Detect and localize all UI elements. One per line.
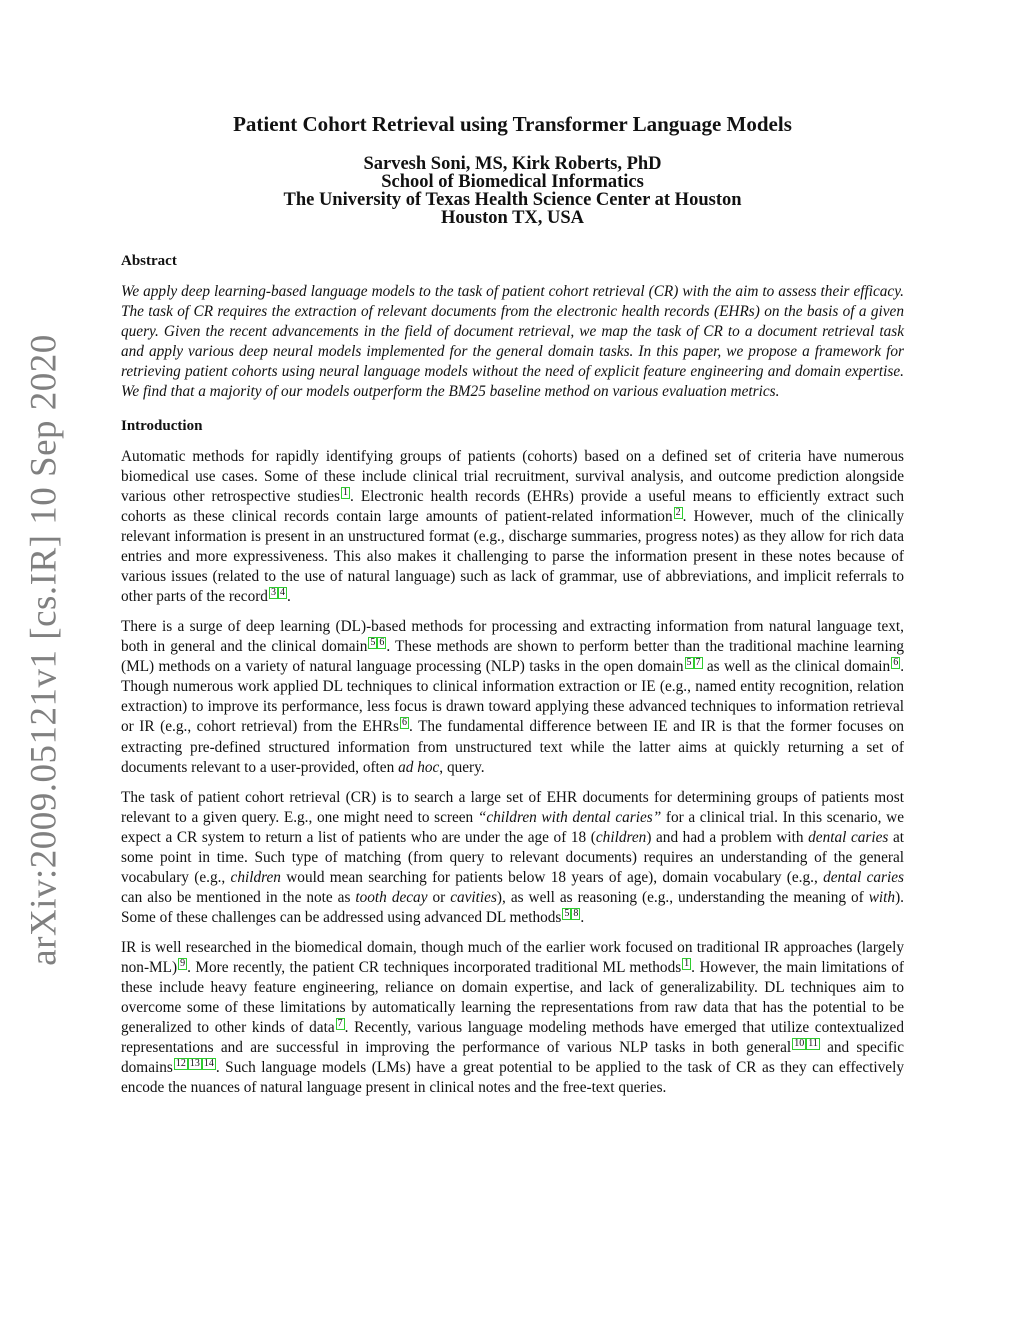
emphasis-text: tooth decay [355, 888, 428, 906]
text-run: The task of patient cohort retrieval (CR) is to search a large set of EHR documents for determining groups of patients most relevant to a given query. E.g., one might need to screen [121, 788, 904, 826]
text-run: for a clinical trial. In this scenario, we expect a CR system to return a list of patients who are under the age of 18 ( [121, 808, 904, 846]
citation-link[interactable]: 7 [695, 657, 701, 669]
citation-link[interactable]: 1 [342, 487, 348, 498]
text-run: Automatic methods for rapidly identifying groups of patients (cohorts) based on a defined set of criteria have numerous biomedical use cases. Some of these include clinical trial recruitment, survival analysis, and outcome prediction alongside various other retrospective studies [121, 448, 904, 506]
citation-link[interactable]: 9 [180, 957, 186, 969]
emphasis-text: ad hoc [398, 758, 440, 776]
author-block [121, 155, 904, 227]
text-run: . Such language models (LMs) have a great potential to be applied to the task of CR as they can effectively encode the nuances of natural language present in clinical notes and the free-text queries. [121, 1059, 904, 1097]
intro-paragraph-4 [121, 938, 904, 1098]
emphasis-text: “children with dental caries” [477, 808, 662, 826]
emphasis-text: cavities [450, 888, 497, 906]
text-run: . More recently, the patient CR techniques incorporated traditional ML methods [187, 958, 682, 976]
arxiv-sidebar [0, 0, 100, 1325]
citation-link[interactable]: 1 [684, 957, 690, 969]
intro-paragraph-1 [121, 447, 904, 607]
text-run: . The fundamental difference between IE and IR is that the former focuses on extracting pre-defined structured information from unstructured text while the latter aims at quickly returning a set of documents relevant to a user-provided, often [121, 718, 904, 776]
citation-link[interactable]: 11 [808, 1037, 818, 1049]
introduction-heading: Introduction [121, 418, 203, 434]
emphasis-text: with [868, 888, 896, 906]
text-run: . Recently, various language modeling methods have emerged that utilize contextualized representations and are successful in improving the performance of various NLP tasks in both general [121, 1018, 904, 1056]
text-run: . These methods are shown to perform better than the traditional machine learning (ML) methods on a variety of natural language processing (NLP) tasks in the open domain [121, 638, 904, 676]
text-run: can also be mentioned in the note as [121, 888, 356, 906]
text-run: or [427, 888, 451, 906]
affiliation-university: The University of Texas Health Science Center at Houston [283, 190, 742, 210]
citation-link[interactable]: 7 [337, 1017, 343, 1029]
text-run: ) and had a problem with [646, 828, 809, 846]
abstract-heading: Abstract [121, 253, 177, 269]
text-run: . However, the main limitations of these include heavy feature engineering, reliance on domain expertise, and lack of generalizability. DL techniques aim to overcome some of these limitations by automatically learning the representations from raw data that has the potential to be generalized to other kinds of data [121, 958, 904, 1036]
text-run: ), as well as reasoning (e.g., understanding the meaning of [496, 888, 869, 906]
citation-link[interactable]: 14 [203, 1057, 214, 1069]
text-run: . However, much of the clinically relevant information is present in an unstructured format (e.g., discharge summaries, progress notes) as they allow for rich data entries and more expressiveness. This also makes it challenging to parse the information present in these notes because of various issues (related to the use of natural language) such as lack of grammar, use of abbreviations, and implicit referrals to other parts of the record [121, 508, 904, 606]
emphasis-text: children [230, 868, 281, 886]
citation-link[interactable]: 8 [573, 907, 579, 919]
text-run: . Electronic health records (EHRs) provide a useful means to efficiently extract such cohorts as these clinical records contain large amounts of patient-related information [121, 488, 904, 526]
text-run: . Though numerous work applied DL techniques to clinical information extraction or IE (e.g., named entity recognition, relation extraction) to improve its performance, less focus is drawn toward applying these advanced techniques to information retrieval or IR (e.g., cohort retrieval) from the EHRs [121, 658, 905, 736]
citation-link[interactable]: 5 [686, 657, 692, 669]
affiliation-location: Houston TX, USA [440, 208, 585, 228]
text-run: ). Some of these challenges can be addressed using advanced DL methods [121, 888, 904, 926]
citation-link[interactable]: 12 [175, 1057, 186, 1069]
text-run: IR is well researched in the biomedical domain, though much of the earlier work focused on traditional IR approaches (largely non-ML) [121, 938, 904, 976]
paper-title: Patient Cohort Retrieval using Transformer Language Models [233, 112, 792, 136]
citation-link[interactable]: 5 [370, 637, 376, 649]
emphasis-text: children [595, 828, 647, 846]
abstract-text: We apply deep learning-based language models to the task of patient cohort retrieval (CR) with the aim to assess their efficacy. The task of CR requires the extraction of relevant documents from the electronic health records (EHRs) on the basis of a given query. Given the recent advancements in the field of document retrieval, we map the task of CR to a document retrieval task and apply various deep neural models implemented for the general domain tasks. In this paper, we propose a framework for retrieving patient cohorts using neural language models without the need of explicit feature engineering and domain expertise. We find that a majority of our models outperform the BM25 baseline method on various evaluation metrics. [121, 283, 904, 400]
text-run: , query. [439, 758, 485, 776]
citation-link[interactable]: 5 [564, 907, 570, 919]
text-run: and specific domains [121, 1038, 904, 1077]
affiliation-school: School of Biomedical Informatics [381, 172, 644, 192]
text-run: . [286, 588, 291, 606]
author-names: Sarvesh Soni, MS, Kirk Roberts, PhD [363, 154, 662, 174]
emphasis-text: dental caries [823, 868, 905, 886]
paper-page [121, 112, 904, 1098]
citation-link[interactable]: 13 [189, 1057, 200, 1069]
text-run: as well as the clinical domain [702, 658, 891, 676]
citation-link[interactable]: 6 [379, 637, 385, 649]
citation-link[interactable]: 6 [401, 717, 407, 729]
text-run: There is a surge of deep learning (DL)-based methods for processing and extracting information from natural language text, both in general and the clinical domain [121, 618, 904, 656]
intro-paragraph-2 [121, 617, 904, 777]
citation-link[interactable]: 10 [794, 1037, 805, 1049]
text-run: would mean searching for patients below 18 years of age), domain vocabulary (e.g., [280, 868, 824, 886]
citation-link[interactable]: 6 [893, 657, 899, 669]
citation-link[interactable]: 4 [279, 587, 285, 599]
arxiv-identifier: arXiv:2009.05121v1 [cs.IR] 10 Sep 2020 [23, 334, 65, 966]
emphasis-text: dental caries [808, 828, 889, 846]
citation-link[interactable]: 3 [270, 587, 276, 599]
intro-paragraph-3 [121, 788, 904, 928]
text-run: . [580, 908, 585, 926]
text-run: at some point in time. Such type of matching (from query to relevant documents) requires an understanding of the general vocabulary (e.g., [121, 828, 904, 886]
citation-link[interactable]: 2 [675, 507, 681, 519]
